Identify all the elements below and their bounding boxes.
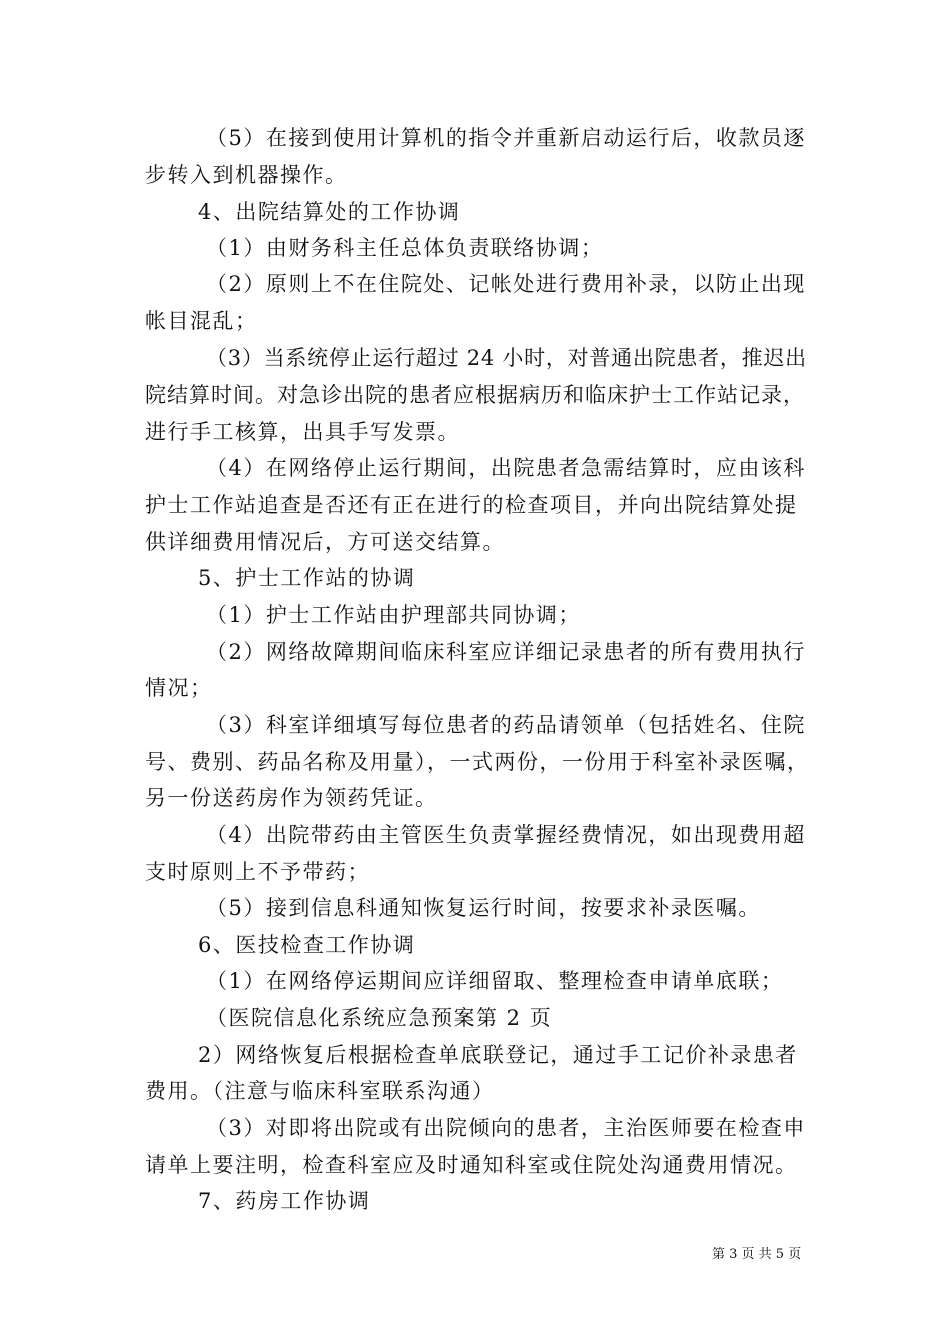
- paragraph-line: （1）在网络停运期间应详细留取、整理检查申请单底联；: [206, 969, 784, 993]
- paragraph-line: 请单上要注明，检查科室应及时通知科室或住院处沟通费用情况。: [145, 1153, 798, 1177]
- paragraph-line: 院结算时间。对急诊出院的患者应根据病历和临床护士工作站记录，: [145, 383, 805, 407]
- paragraph-line: （1）护士工作站由护理部共同协调；: [206, 603, 581, 627]
- paragraph-line: （2）原则上不在住院处、记帐处进行费用补录，以防止出现: [206, 272, 806, 296]
- paragraph-line: （4）出院带药由主管医生负责掌握经费情况，如出现费用超: [206, 823, 806, 847]
- paragraph-line: 费用。（注意与临床科室联系沟通）: [145, 1079, 495, 1103]
- paragraph-line: 支时原则上不予带药；: [145, 860, 370, 884]
- paragraph-line: （3）对即将出院或有出院倾向的患者，主治医师要在检查申: [206, 1116, 806, 1140]
- paragraph-line: （5）在接到使用计算机的指令并重新启动运行后，收款员逐: [206, 126, 806, 150]
- paragraph-line: 供详细费用情况后，方可送交结算。: [145, 530, 505, 554]
- page-number-footer: 第 3 页 共 5 页: [712, 1247, 802, 1262]
- paragraph-line: 另一份送药房作为领药凭证。: [145, 786, 438, 810]
- section-heading: 6、医技检查工作协调: [198, 933, 416, 957]
- paragraph-line: （5）接到信息科通知恢复运行时间，按要求补录医嘱。: [206, 896, 761, 920]
- paragraph-line: 步转入到机器操作。: [145, 163, 348, 187]
- section-heading: 7、药房工作协调: [198, 1189, 371, 1213]
- paragraph-line: （2）网络故障期间临床科室应详细记录患者的所有费用执行: [206, 640, 806, 664]
- section-heading: 5、护士工作站的协调: [198, 566, 416, 590]
- paragraph-line: 2）网络恢复后根据检查单底联登记，通过手工记价补录患者: [198, 1043, 798, 1067]
- paragraph-line: （3）科室详细填写每位患者的药品请领单（包括姓名、住院: [206, 713, 806, 737]
- paragraph-line: （1）由财务科主任总体负责联络协调；: [206, 236, 604, 260]
- paragraph-line: 号、费别、药品名称及用量），一式两份，一份用于科室补录医嘱，: [145, 750, 810, 774]
- paragraph-line: （4）在网络停止运行期间，出院患者急需结算时，应由该科: [206, 456, 806, 480]
- paragraph-line: 进行手工核算，出具手写发票。: [145, 420, 460, 444]
- paragraph-line: （医院信息化系统应急预案第 2 页: [206, 1006, 553, 1030]
- section-heading: 4、出院结算处的工作协调: [198, 200, 461, 224]
- paragraph-line: 情况；: [145, 676, 213, 700]
- paragraph-line: 护士工作站追查是否还有正在进行的检查项目，并向出院结算处提: [145, 493, 798, 517]
- paragraph-line: （3）当系统停止运行超过 24 小时，对普通出院患者，推迟出: [206, 346, 807, 370]
- paragraph-line: 帐目混乱；: [145, 309, 258, 333]
